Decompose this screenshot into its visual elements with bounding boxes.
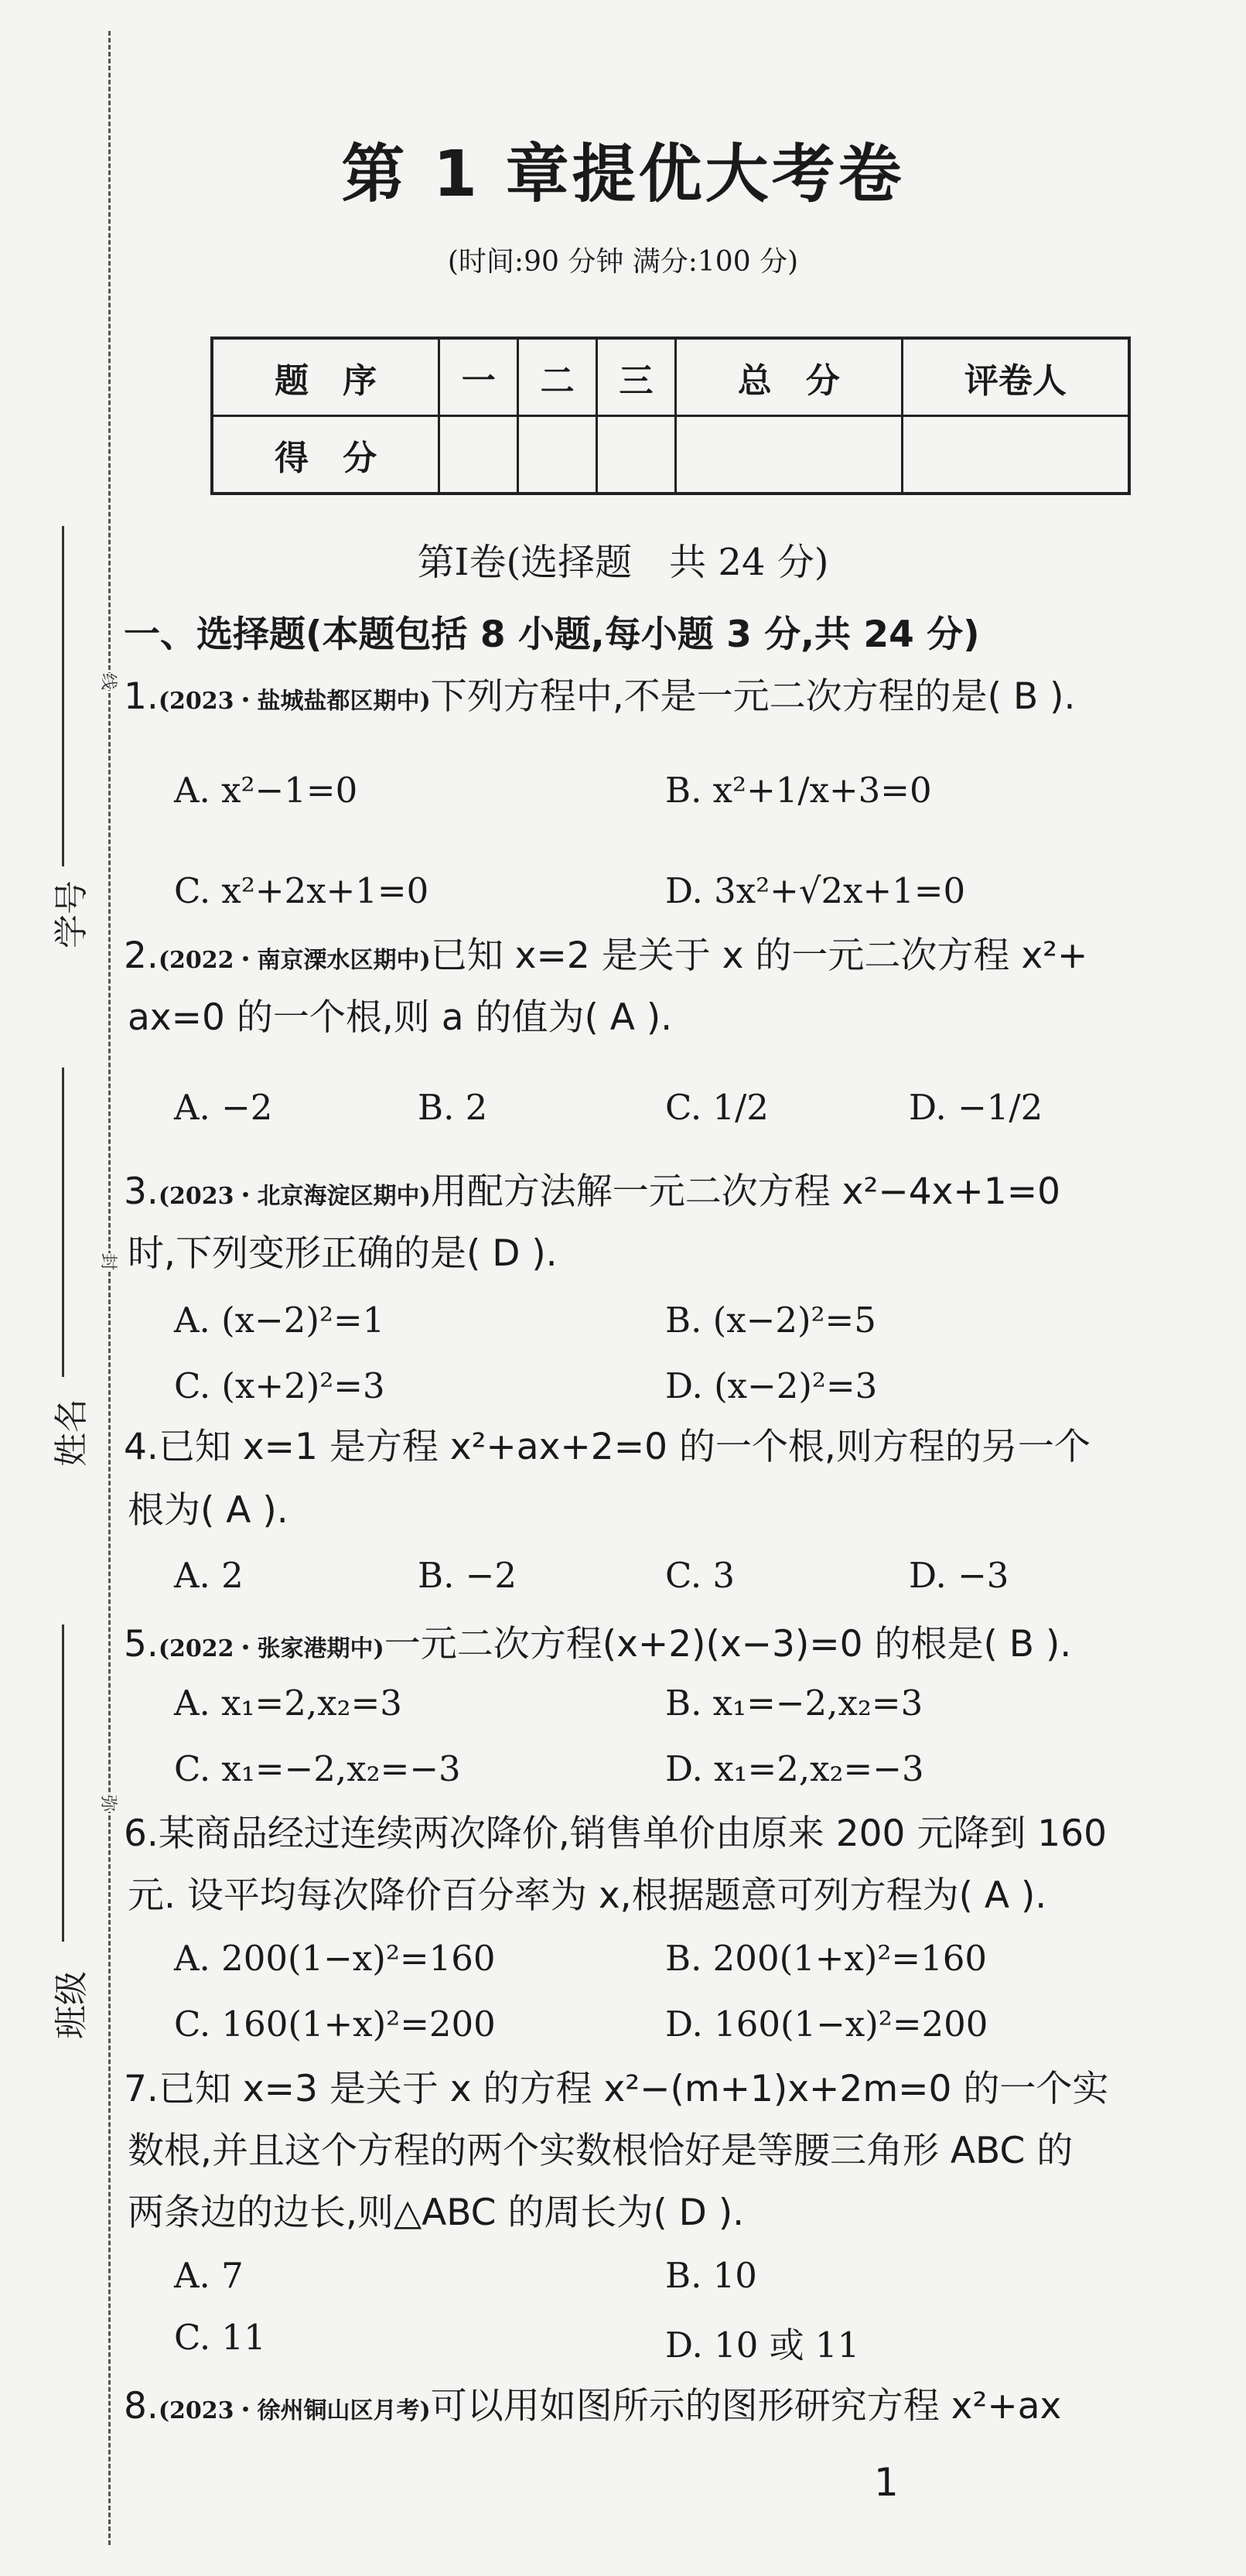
- option-d: D. x₁=2,x₂=−3: [665, 1748, 924, 1789]
- score-cell[interactable]: [597, 416, 676, 494]
- option-a: A. x₁=2,x₂=3: [174, 1683, 402, 1724]
- option-a: A. 200(1−x)²=160: [174, 1938, 496, 1979]
- question-number: 7.: [124, 2068, 159, 2110]
- question-number: 5.: [124, 1623, 159, 1666]
- question-4-cont: 根为( A ).: [128, 1489, 288, 1532]
- option-b: B. x²+1/x+3=0: [665, 770, 932, 811]
- option-a: A. 7: [174, 2255, 244, 2296]
- score-cell[interactable]: [902, 416, 1129, 494]
- binding-dash-line: [108, 31, 111, 2545]
- binding-word-line: 线: [98, 672, 118, 691]
- option-b: B. 200(1+x)²=160: [665, 1938, 988, 1979]
- question-7-cont2: 两条边的边长,则△ABC 的周长为( D ).: [128, 2192, 745, 2234]
- name-label: 姓名: [52, 1399, 91, 1467]
- option-a: A. (x−2)²=1: [174, 1300, 385, 1341]
- score-cell[interactable]: [675, 416, 902, 494]
- question-number: 3.: [124, 1170, 159, 1213]
- question-source: (2022・张家港期中): [158, 1635, 384, 1662]
- option-c: C. x₁=−2,x₂=−3: [174, 1748, 461, 1789]
- question-number: 1.: [124, 675, 159, 718]
- score-header-cell: 评卷人: [902, 338, 1129, 416]
- score-cell[interactable]: [439, 416, 518, 494]
- option-c: C. x²+2x+1=0: [174, 870, 429, 911]
- option-d: D. −3: [909, 1555, 1009, 1596]
- class-label: 班级: [52, 1971, 91, 2039]
- question-4: [124, 1423, 1199, 1471]
- question-stem: 用配方法解一元二次方程 x²−4x+1=0: [430, 1170, 1060, 1213]
- option-d: D. 10 或 11: [665, 2325, 860, 2366]
- score-row-label: 得 分: [212, 416, 439, 494]
- question-stem: 已知 x=2 是关于 x 的一元二次方程 x²+: [430, 934, 1088, 977]
- option-c: C. 1/2: [665, 1087, 769, 1128]
- question-7-cont: 数根,并且这个方程的两个实数根恰好是等腰三角形 ABC 的: [128, 2130, 1074, 2172]
- student-number-field[interactable]: [15, 526, 108, 959]
- option-c: C. (x+2)²=3: [174, 1365, 385, 1406]
- score-header-cell: 一: [439, 338, 518, 416]
- question-2-cont: ax=0 的一个根,则 a 的值为( A ).: [128, 996, 673, 1039]
- question-5: [124, 1621, 1199, 1668]
- score-header-cell: 二: [518, 338, 597, 416]
- score-header-cell: 三: [597, 338, 676, 416]
- option-b: B. −2: [418, 1555, 517, 1596]
- option-b: B. (x−2)²=5: [665, 1300, 876, 1341]
- option-c: C. 11: [174, 2317, 266, 2358]
- option-b: B. 2: [418, 1087, 488, 1128]
- binding-word-close: 弥: [98, 1794, 118, 1812]
- question-6-cont: 元. 设平均每次降价百分率为 x,根据题意可列方程为( A ).: [128, 1874, 1047, 1917]
- question-7: [124, 2065, 1199, 2113]
- question-stem: 可以用如图所示的图形研究方程 x²+ax: [430, 2385, 1062, 2427]
- question-source: (2023・北京海淀区期中): [158, 1183, 431, 1210]
- score-cell[interactable]: [518, 416, 597, 494]
- class-field[interactable]: [15, 1625, 108, 2073]
- question-3: [124, 1168, 1199, 1215]
- option-a: A. −2: [174, 1087, 273, 1128]
- option-d: D. −1/2: [909, 1087, 1043, 1128]
- exam-subtitle: (时间:90 分钟 满分:100 分): [447, 246, 799, 278]
- option-d: D. 3x²+√2x+1=0: [665, 870, 966, 911]
- question-6: [124, 1810, 1199, 1857]
- question-stem: 某商品经过连续两次降价,销售单价由原来 200 元降到 160: [158, 1812, 1108, 1855]
- section-title: 第Ⅰ卷(选择题 共 24 分): [417, 541, 829, 584]
- question-1: [124, 673, 1199, 720]
- option-b: B. x₁=−2,x₂=3: [665, 1683, 923, 1724]
- part-heading: 一、选择题(本题包括 8 小题,每小题 3 分,共 24 分): [124, 613, 980, 656]
- student-number-label: 学号: [52, 880, 91, 948]
- page-title: 第 1 章提优大考卷: [341, 138, 905, 211]
- name-field[interactable]: [15, 1068, 108, 1501]
- option-a: A. 2: [174, 1555, 244, 1596]
- score-table: [210, 337, 1131, 495]
- question-stem: 已知 x=3 是关于 x 的方程 x²−(m+1)x+2m=0 的一个实: [158, 2068, 1109, 2110]
- option-b: B. 10: [665, 2255, 757, 2296]
- question-source: (2023・徐州铜山区月考): [158, 2397, 431, 2424]
- question-stem: 下列方程中,不是一元二次方程的是( B ).: [430, 675, 1076, 718]
- question-source: (2023・盐城盐都区期中): [158, 688, 431, 715]
- question-source: (2022・南京溧水区期中): [158, 947, 431, 974]
- question-8: [124, 2383, 1199, 2430]
- option-a: A. x²−1=0: [174, 770, 358, 811]
- question-number: 2.: [124, 934, 159, 977]
- binding-word-seal: 封: [98, 1252, 118, 1271]
- option-d: D. (x−2)²=3: [665, 1365, 878, 1406]
- option-c: C. 160(1+x)²=200: [174, 2004, 496, 2045]
- option-c: C. 3: [665, 1555, 736, 1596]
- question-stem: 一元二次方程(x+2)(x−3)=0 的根是( B ).: [384, 1623, 1072, 1666]
- question-number: 6.: [124, 1812, 159, 1855]
- question-number: 4.: [124, 1426, 159, 1468]
- question-stem: 已知 x=1 是方程 x²+ax+2=0 的一个根,则方程的另一个: [158, 1426, 1091, 1468]
- score-header-cell: 总 分: [675, 338, 902, 416]
- option-d: D. 160(1−x)²=200: [665, 2004, 988, 2045]
- question-number: 8.: [124, 2385, 159, 2427]
- page-number: 1: [874, 2460, 899, 2505]
- score-header-cell: 题 序: [212, 338, 439, 416]
- question-3-cont: 时,下列变形正确的是( D ).: [128, 1232, 558, 1275]
- question-2: [124, 932, 1199, 979]
